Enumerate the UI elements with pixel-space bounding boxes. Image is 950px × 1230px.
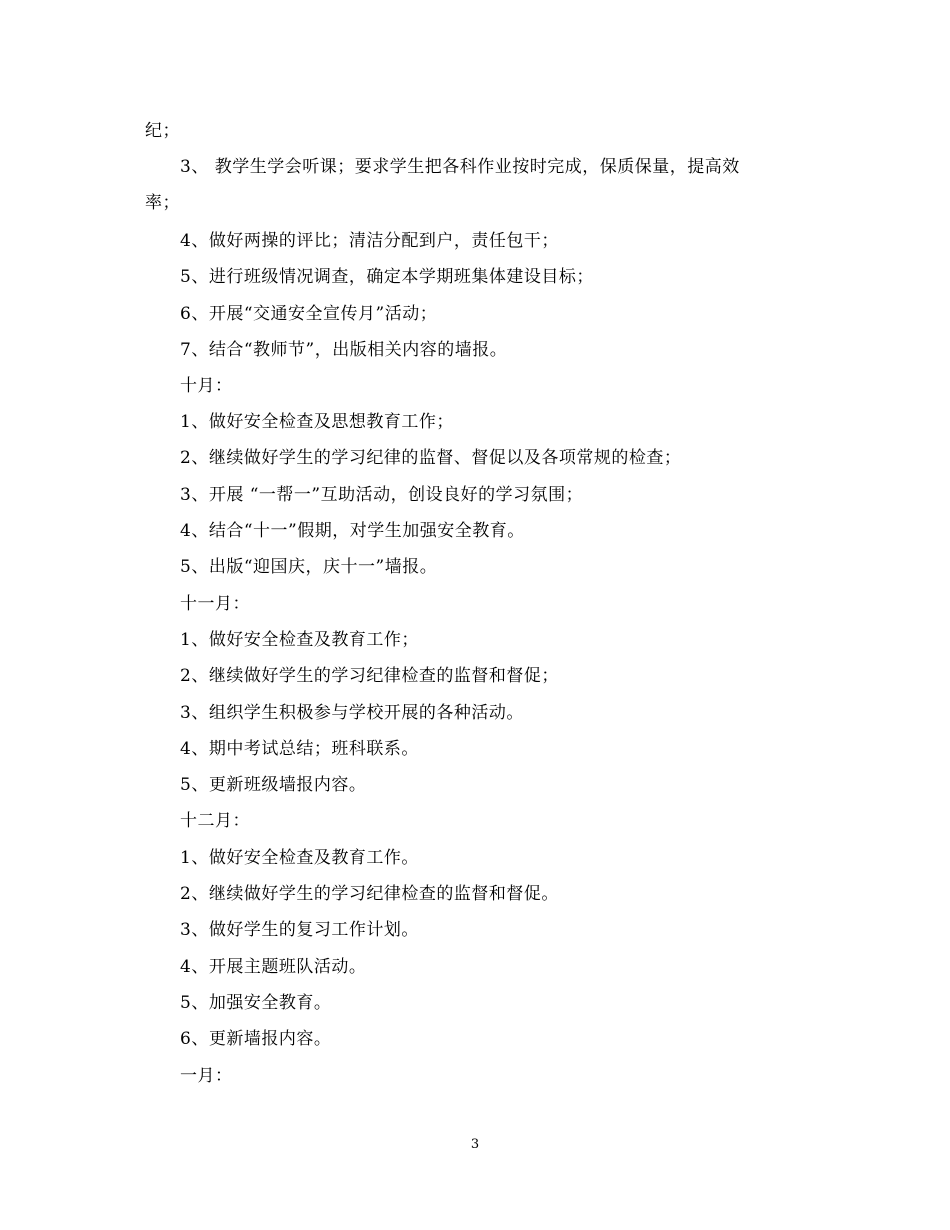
text-line: 率；	[145, 193, 180, 213]
text-line: 1、做好安全检查及思想教育工作；	[180, 412, 454, 432]
text-line: 6、开展“交通安全宣传月”活动；	[180, 304, 438, 324]
text-line: 3、开展 “一帮一”互助活动，创设良好的学习氛围；	[180, 485, 584, 505]
text-line: 3、 教学生学会听课；要求学生把各科作业按时完成，保质保量，提高效	[180, 157, 740, 177]
text-line: 3、做好学生的复习工作计划。	[180, 920, 419, 940]
text-line: 1、做好安全检查及教育工作。	[180, 848, 419, 868]
text-line: 2、继续做好学生的学习纪律的监督、督促以及各项常规的检查；	[180, 448, 682, 468]
section-heading: 十月：	[180, 376, 233, 396]
text-line: 4、开展主题班队活动。	[180, 957, 367, 977]
text-line: 5、进行班级情况调查，确定本学期班集体建设目标；	[180, 267, 594, 287]
text-line: 5、出版“迎国庆，庆十一”墙报。	[180, 557, 438, 577]
text-line: 2、继续做好学生的学习纪律检查的监督和督促。	[180, 884, 559, 904]
text-line: 4、结合“十一”假期，对学生加强安全教育。	[180, 521, 525, 541]
text-line: 2、继续做好学生的学习纪律检查的监督和督促；	[180, 666, 559, 686]
page-number: 3	[470, 1137, 480, 1152]
section-heading: 十二月：	[180, 811, 250, 831]
text-line: 纪；	[145, 121, 180, 141]
text-line: 5、更新班级墙报内容。	[180, 775, 367, 795]
section-heading: 十一月：	[180, 594, 250, 614]
section-heading: 一月：	[180, 1066, 233, 1086]
text-line: 4、期中考试总结；班科联系。	[180, 739, 419, 759]
text-line: 3、组织学生积极参与学校开展的各种活动。	[180, 703, 524, 723]
text-line: 1、做好安全检查及教育工作；	[180, 630, 419, 650]
text-line: 6、更新墙报内容。	[180, 1029, 332, 1049]
text-line: 7、结合“教师节”，出版相关内容的墙报。	[180, 340, 508, 360]
text-line: 5、加强安全教育。	[180, 993, 332, 1013]
text-line: 4、做好两操的评比；清洁分配到户，责任包干；	[180, 231, 559, 251]
